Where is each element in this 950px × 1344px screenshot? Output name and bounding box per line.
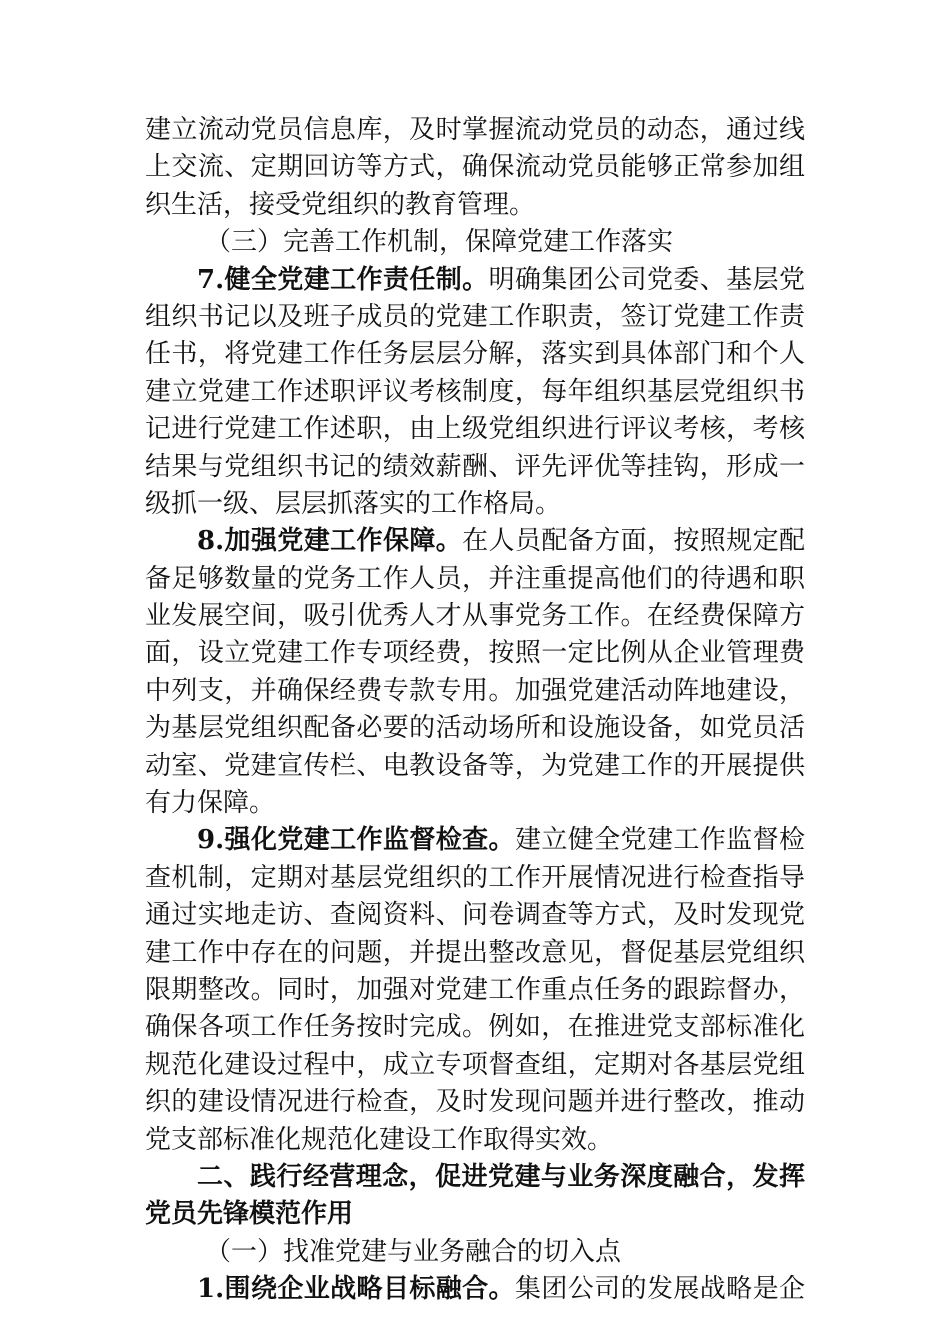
subsection-heading: （三）完善工作机制，保障党建工作落实 xyxy=(205,227,674,258)
body-line: 建工作中存在的问题，并提出整改意见，督促基层党组织 xyxy=(145,937,805,968)
body-line: 结果与党组织书记的绩效薪酬、评先评优等挂钩，形成一 xyxy=(145,451,805,482)
document-page xyxy=(145,112,805,1309)
body-line: 织生活，接受党组织的教育管理。 xyxy=(145,189,536,220)
body-line: 中列支，并确保经费专款专用。加强党建活动阵地建设， xyxy=(145,675,805,706)
body-line: 记进行党建工作述职，由上级党组织进行评议考核，考核 xyxy=(145,414,805,445)
body-line: 有力保障。 xyxy=(145,788,276,819)
body-text: 集团公司的发展战略是企 xyxy=(514,1274,805,1305)
body-line: 面，设立党建工作专项经费，按照一定比例从企业管理费 xyxy=(145,638,805,669)
body-line: 规范化建设过程中，成立专项督查组，定期对各基层党组 xyxy=(145,1049,805,1080)
body-line: 级抓一级、层层抓落实的工作格局。 xyxy=(145,488,562,519)
body-line: 为基层党组织配备必要的活动场所和设施设备，如党员活 xyxy=(145,713,805,744)
item-heading: 9.强化党建工作监督检查。 xyxy=(197,825,515,856)
section-heading: 二、践行经营理念，促进党建与业务深度融合，发挥 xyxy=(197,1161,805,1192)
body-line: 备足够数量的党务工作人员，并注重提高他们的待遇和职 xyxy=(145,563,805,594)
body-line: 任书，将党建工作任务层层分解，落实到具体部门和个人 xyxy=(145,339,805,370)
item-heading: 1.围绕企业战略目标融合。 xyxy=(197,1274,515,1305)
body-line: 确保各项工作任务按时完成。例如，在推进党支部标准化 xyxy=(145,1012,805,1043)
item-heading: 7.健全党建工作责任制。 xyxy=(197,264,489,295)
item-heading: 8.加强党建工作保障。 xyxy=(197,526,463,557)
body-line: 通过实地走访、查阅资料、问卷调查等方式，及时发现党 xyxy=(145,900,805,931)
body-line: 业发展空间，吸引优秀人才从事党务工作。在经费保障方 xyxy=(145,601,805,632)
body-line: 动室、党建宣传栏、电教设备等，为党建工作的开展提供 xyxy=(145,750,805,781)
body-line: 限期整改。同时，加强对党建工作重点任务的跟踪督办， xyxy=(145,974,805,1005)
body-line: 建立党建工作述职评议考核制度，每年组织基层党组织书 xyxy=(145,376,805,407)
paragraph-first-line xyxy=(145,1271,805,1308)
body-text: 在人员配备方面，按照规定配 xyxy=(462,526,805,557)
body-line: 上交流、定期回访等方式，确保流动党员能够正常参加组 xyxy=(145,152,805,183)
body-line: 织的建设情况进行检查，及时发现问题并进行整改，推动 xyxy=(145,1087,805,1118)
subsection-heading: （一）找准党建与业务融合的切入点 xyxy=(205,1236,622,1267)
section-heading-continued: 党员先锋模范作用 xyxy=(145,1199,354,1230)
body-line: 党支部标准化规范化建设工作取得实效。 xyxy=(145,1124,614,1155)
paragraph-first-line xyxy=(145,822,805,859)
body-line: 查机制，定期对基层党组织的工作开展情况进行检查指导 xyxy=(145,862,805,893)
body-text: 明确集团公司党委、基层党 xyxy=(488,264,805,295)
body-line: 组织书记以及班子成员的党建工作职责，签订党建工作责 xyxy=(145,301,805,332)
body-line: 建立流动党员信息库，及时掌握流动党员的动态，通过线 xyxy=(145,115,805,145)
paragraph-first-line xyxy=(145,262,805,299)
paragraph-first-line xyxy=(145,523,805,560)
body-text: 建立健全党建工作监督检 xyxy=(514,825,805,856)
